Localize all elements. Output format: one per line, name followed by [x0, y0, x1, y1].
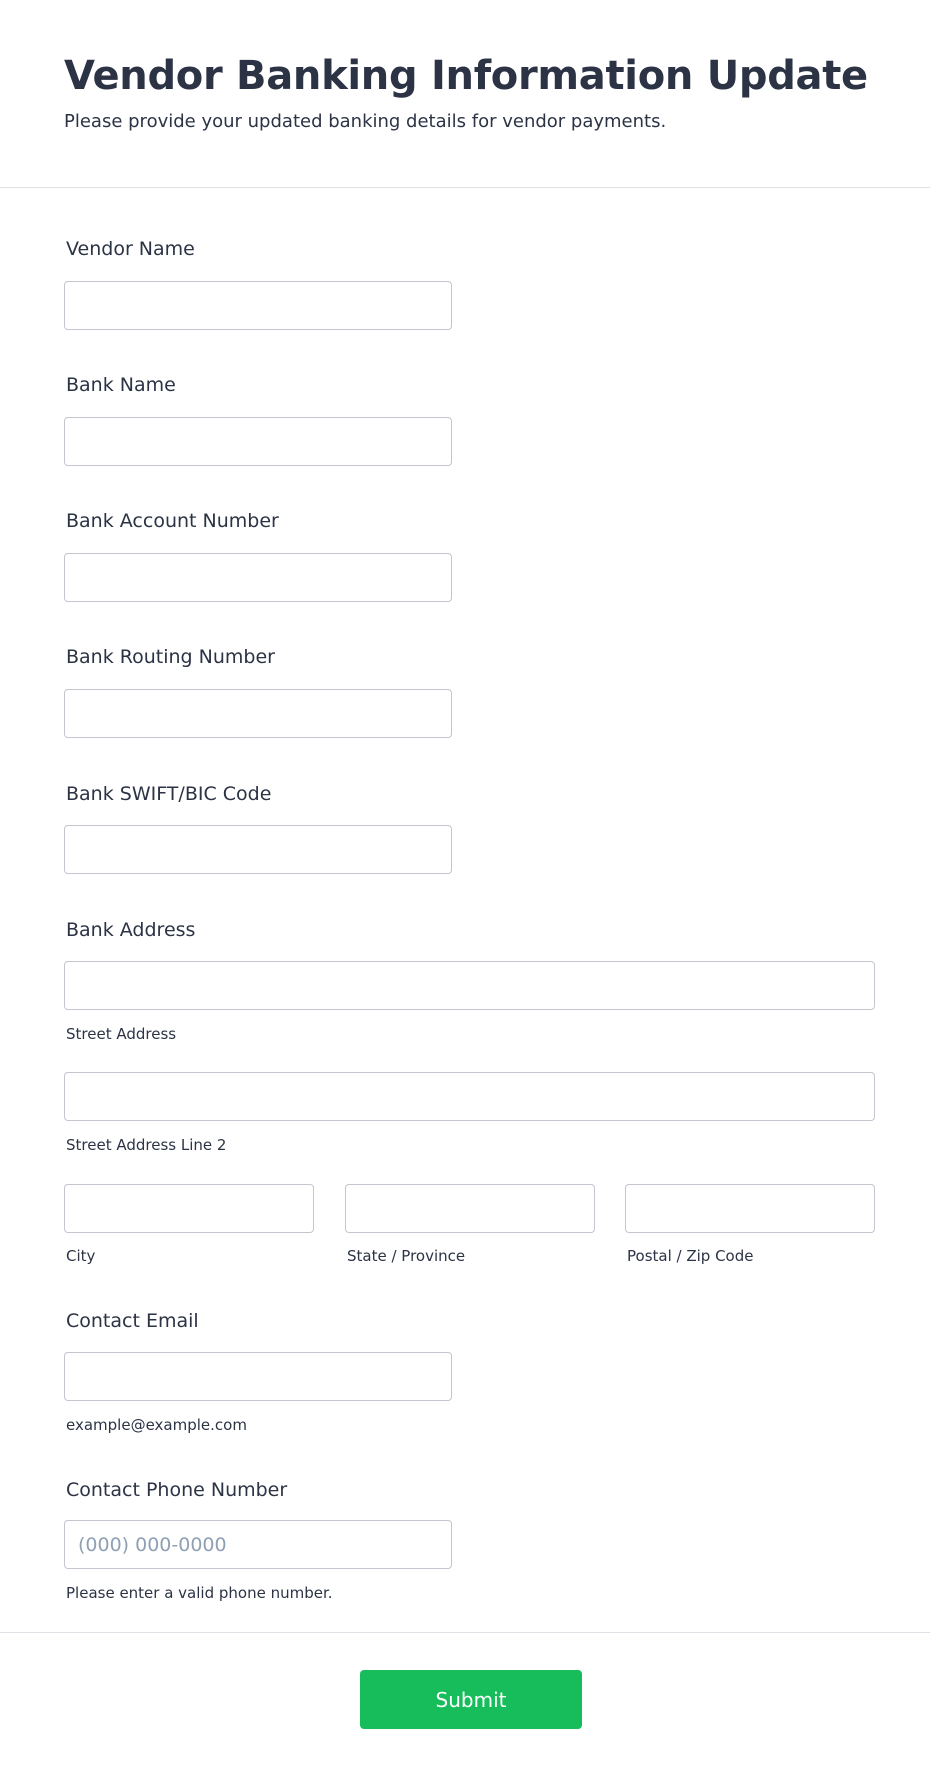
- state-province-sublabel: State / Province: [347, 1247, 466, 1265]
- bank-name-input[interactable]: [64, 417, 452, 466]
- city-input[interactable]: [64, 1184, 314, 1233]
- postal-code-input[interactable]: [625, 1184, 875, 1233]
- postal-code-sublabel: Postal / Zip Code: [627, 1247, 754, 1265]
- page-title: Vendor Banking Information Update: [64, 53, 868, 99]
- contact-phone-input[interactable]: [64, 1520, 452, 1569]
- form-header: [0, 0, 930, 188]
- footer-divider: [0, 1632, 930, 1633]
- street-address-line2-sublabel: Street Address Line 2: [66, 1136, 227, 1154]
- bank-address-label: Bank Address: [66, 919, 196, 941]
- routing-number-input[interactable]: [64, 689, 452, 738]
- contact-email-input[interactable]: [64, 1352, 452, 1401]
- vendor-name-input[interactable]: [64, 281, 452, 330]
- street-address-sublabel: Street Address: [66, 1025, 177, 1043]
- city-sublabel: City: [66, 1247, 96, 1265]
- vendor-name-label: Vendor Name: [66, 238, 195, 260]
- contact-phone-label: Contact Phone Number: [66, 1479, 288, 1501]
- state-province-input[interactable]: [345, 1184, 595, 1233]
- account-number-input[interactable]: [64, 553, 452, 602]
- contact-email-label: Contact Email: [66, 1310, 199, 1332]
- swift-code-label: Bank SWIFT/BIC Code: [66, 783, 272, 805]
- page-subtitle: Please provide your updated banking details for vendor payments.: [64, 111, 667, 132]
- account-number-label: Bank Account Number: [66, 510, 279, 532]
- street-address-line2-input[interactable]: [64, 1072, 875, 1121]
- bank-name-label: Bank Name: [66, 374, 176, 396]
- contact-phone-sublabel: Please enter a valid phone number.: [66, 1584, 333, 1602]
- street-address-input[interactable]: [64, 961, 875, 1010]
- contact-email-sublabel: example@example.com: [66, 1416, 247, 1434]
- swift-code-input[interactable]: [64, 825, 452, 874]
- submit-button[interactable]: Submit: [360, 1670, 582, 1729]
- routing-number-label: Bank Routing Number: [66, 646, 275, 668]
